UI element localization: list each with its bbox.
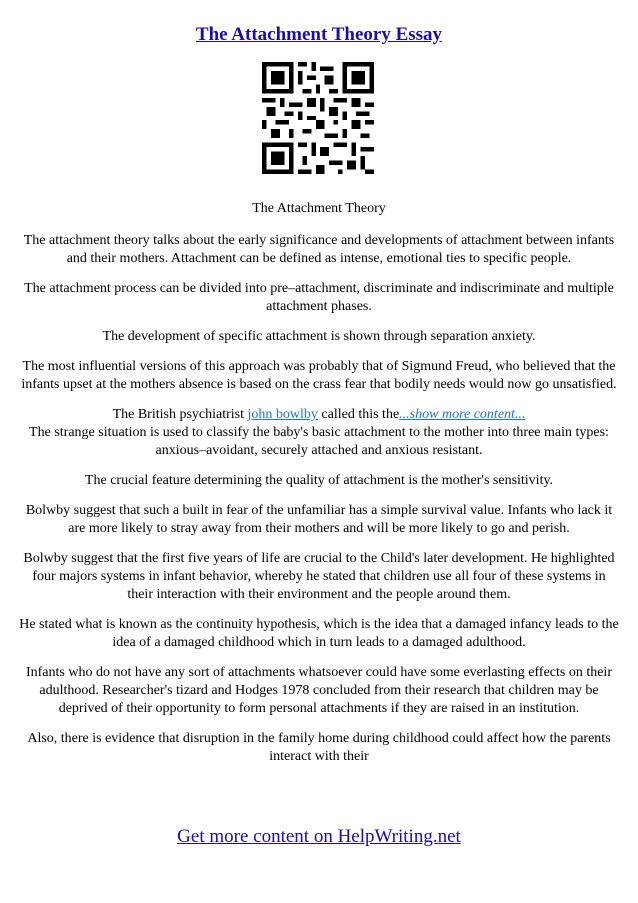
paragraph: The strange situation is used to classify the baby's basic attachment to the mother into three main types: anxious–avoidant, securely attached and anxious resistant. — [29, 425, 609, 458]
show-more-content-link[interactable]: ...show more content... — [399, 407, 526, 422]
document-title-link[interactable]: The Attachment Theory Essay — [195, 24, 443, 45]
paragraph: The attachment theory talks about the early significance and developments of attachment between infants and their mothers. Attachment can be defined as intense, emotional ties to specific people. — [23, 233, 615, 266]
paragraph: The attachment process can be divided into pre–attachment, discriminate and indiscriminate and multiple attachment phases. — [24, 281, 614, 314]
essay-body — [18, 232, 620, 778]
paragraph: He stated what is known as the continuity hypothesis, which is the idea that a damaged infancy leads to the idea of a damaged childhood which in turn leads to a damaged adulthood. — [19, 617, 619, 650]
paragraph: The most influential versions of this approach was probably that of Sigmund Freud, who believed that the infants upset at the mothers absence is based on the crass fear that bodily needs would now go unsatisfied. — [21, 359, 617, 392]
paragraph: Bolwby suggest that the first five years of life are crucial to the Child's later development. He highlighted four majors systems in infant behavior, whereby he stated that children use all four of these systems in their interaction with their environment and the people around them. — [23, 551, 615, 602]
paragraph: The crucial feature determining the quality of attachment is the mother's sensitivity. — [84, 473, 554, 488]
link-middle: called this the — [317, 407, 400, 422]
essay-heading: The Attachment Theory — [252, 201, 386, 216]
get-more-content-link[interactable]: Get more content on HelpWriting.net — [177, 826, 461, 847]
qr-code-icon — [262, 62, 374, 174]
john-bowlby-link[interactable]: john bowlby — [247, 407, 318, 422]
paragraph-with-link — [18, 406, 620, 424]
paragraph: The development of specific attachment is shown through separation anxiety. — [102, 329, 536, 344]
paragraph: Infants who do not have any sort of attachments whatsoever could have some everlasting effects on their adulthood. Researcher's tizard and Hodges 1978 concluded from their research that children may be deprived of their opportunity to form personal attachments if they are raised in an institution. — [25, 665, 612, 716]
paragraph: Bolwby suggest that such a built in fear of the unfamiliar has a simple survival value. Infants who lack it are more likely to stray away from their mothers and will be more likely to go and perish. — [25, 503, 613, 536]
link-prefix: The British psychiatrist — [112, 407, 248, 422]
paragraph: Also, there is evidence that disruption in the family home during childhood could affect how the parents interact with their — [27, 731, 611, 764]
